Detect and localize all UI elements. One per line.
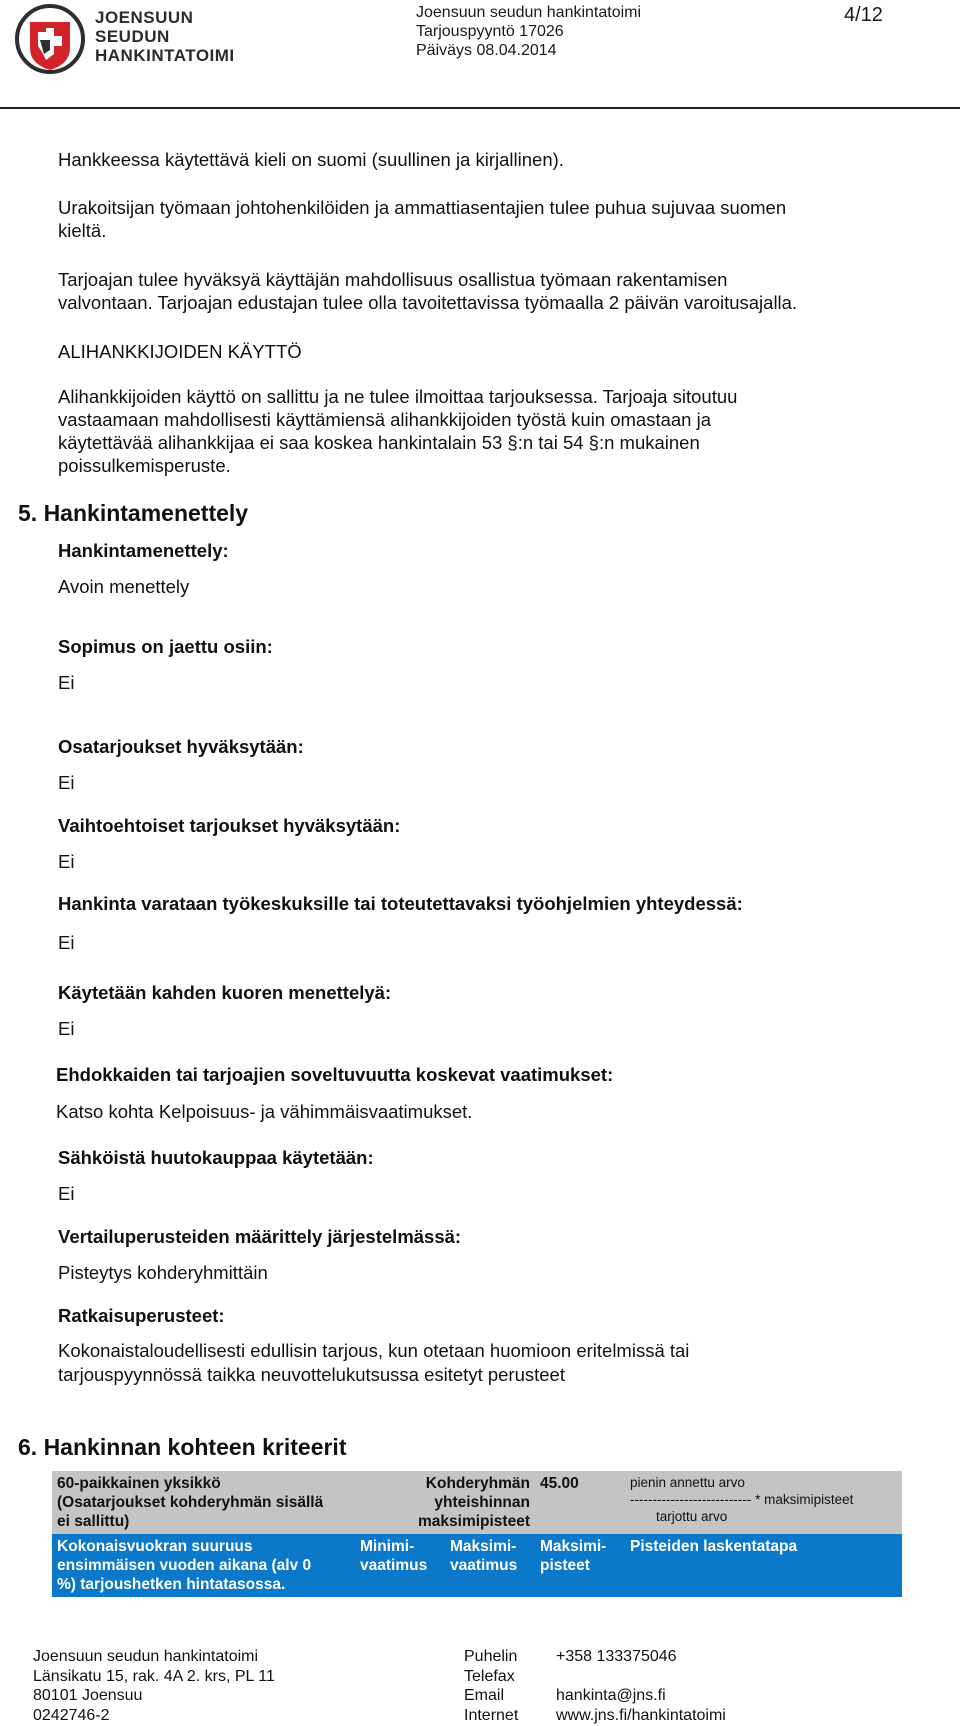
cell-line: pisteet (540, 1557, 590, 1574)
reserved-value: Ei (58, 932, 75, 953)
e-auction-label: Sähköistä huutokauppaa käytetään: (58, 1147, 374, 1168)
page-number: 4/12 (844, 4, 883, 26)
lots-value: Ei (58, 672, 75, 693)
logo-line-2: SEUDUN (95, 27, 170, 46)
paragraph-line: Alihankkijoiden käyttö on sallittu ja ne tulee ilmoittaa tarjouksessa. Tarjoaja sitoutuu (58, 386, 738, 407)
cell-line: yhteishinnan (434, 1494, 530, 1511)
paragraph-line: Tarjoajan tulee hyväksyä käyttäjän mahdollisuus osallistua työmaan rakentamisen (58, 269, 728, 290)
fax-label: Telefax (464, 1667, 515, 1685)
paragraph-line: vastaamaan mahdollisesti käyttämiensä alihankkijoiden työstä kuin omastaan ja (58, 409, 711, 430)
cell-line: Kokonaisvuokran suuruus (57, 1538, 253, 1555)
phone-label: Puhelin (464, 1648, 518, 1665)
procedure-label: Hankintamenettely: (58, 540, 229, 561)
email-link[interactable]: hankinta@jns.fi (556, 1687, 666, 1704)
contractor-language-paragraph (58, 196, 786, 242)
cell-line: Minimi- (360, 1538, 415, 1555)
max-requirement-cell (445, 1534, 535, 1597)
variants-label: Vaihtoehtoiset tarjoukset hyväksytään: (58, 815, 401, 836)
cell-line: ei sallittu) (57, 1513, 130, 1530)
reserved-label: Hankinta varataan työkeskuksille tai toteutettavaksi työohjelmien yhteydessä: (58, 893, 743, 914)
subcontractors-paragraph (58, 385, 737, 477)
criteria-group-row (52, 1471, 902, 1534)
cell-line: maksimipisteet (418, 1513, 530, 1530)
value-line: Kokonaistaloudellisesti edullisin tarjous, kun otetaan huomioon eritelmissä tai (58, 1340, 690, 1361)
formula-cell (625, 1471, 902, 1534)
cell-line: 60-paikkainen yksikkö (57, 1475, 221, 1492)
calculation-method-cell: Pisteiden laskentatapa (625, 1534, 902, 1597)
e-auction-value: Ei (58, 1183, 75, 1204)
comparison-value: Pisteytys kohderyhmittäin (58, 1262, 268, 1283)
suitability-value: Katso kohta Kelpoisuus- ja vähimmäisvaatimukset. (56, 1101, 473, 1122)
cell-line: Maksimi- (450, 1538, 517, 1555)
group-points-label-cell (355, 1471, 535, 1534)
footer-street: Länsikatu 15, rak. 4A 2. krs, PL 11 (33, 1667, 275, 1685)
two-envelope-label: Käytetään kahden kuoren menettelyä: (58, 982, 392, 1003)
subcontractors-heading: ALIHANKKIJOIDEN KÄYTTÖ (58, 341, 302, 362)
cell-line: vaatimus (450, 1557, 518, 1574)
footer-org: Joensuun seudun hankintatoimi (33, 1648, 259, 1665)
criteria-item-row (52, 1534, 902, 1597)
document-header (416, 3, 641, 60)
comparison-label: Vertailuperusteiden määrittely järjestelmässä: (58, 1226, 462, 1247)
award-criteria-label: Ratkaisuperusteet: (58, 1305, 225, 1326)
cell-line: (Osatarjoukset kohderyhmän sisällä (57, 1494, 324, 1511)
award-criteria-value (58, 1339, 689, 1387)
logo-wordmark (95, 8, 235, 65)
footer-business-id: 0242746-2 (33, 1706, 110, 1724)
fax-value (556, 1667, 726, 1687)
logo-line-3: HANKINTATOIMI (95, 46, 235, 65)
footer-postal: 80101 Joensuu (33, 1687, 143, 1704)
header-tender: Tarjouspyyntö 17026 (416, 23, 564, 40)
footer-contact-values (556, 1647, 726, 1725)
web-link[interactable]: www.jns.fi/hankintatoimi (556, 1706, 726, 1724)
group-name-cell (52, 1471, 355, 1534)
procedure-value: Avoin menettely (58, 576, 190, 597)
partial-offers-label: Osatarjoukset hyväksytään: (58, 736, 304, 757)
paragraph-line: käytettävää alihankkijaa ei saa koskea hankintalain 53 §:n tai 54 §:n mukainen (58, 432, 700, 453)
min-requirement-cell (355, 1534, 445, 1597)
lots-label: Sopimus on jaettu osiin: (58, 636, 273, 657)
header-org: Joensuun seudun hankintatoimi (416, 4, 642, 21)
section-6-title: 6. Hankinnan kohteen kriteerit (18, 1434, 347, 1460)
email-label: Email (464, 1687, 505, 1704)
cell-line: %) tarjoushetken hintatasossa. (57, 1576, 286, 1593)
formula-divider: --------------------------- * maksimipisteet (630, 1492, 854, 1507)
shield-logo-icon (12, 2, 98, 74)
cell-line: vaatimus (360, 1557, 428, 1574)
header-divider (0, 107, 960, 109)
criterion-name-cell (52, 1534, 355, 1597)
paragraph-line: kieltä. (58, 220, 107, 241)
header-date: Päiväys 08.04.2014 (416, 42, 557, 59)
paragraph-line: Urakoitsijan työmaan johtohenkilöiden ja ammattiasentajien tulee puhua sujuvaa suomen (58, 197, 787, 218)
section-5-title: 5. Hankintamenettely (18, 500, 249, 526)
language-paragraph: Hankkeessa käytettävä kieli on suomi (suullinen ja kirjallinen). (58, 149, 564, 170)
two-envelope-value: Ei (58, 1018, 75, 1039)
value-line: tarjouspyynnössä taikka neuvottelukutsussa esitetyt perusteet (58, 1364, 565, 1385)
footer-contact-labels (464, 1647, 518, 1725)
supervision-paragraph (58, 268, 797, 314)
group-points-value-cell: 45.00 (535, 1471, 625, 1534)
max-points-cell (535, 1534, 625, 1597)
paragraph-line: poissulkemisperuste. (58, 455, 231, 476)
suitability-label: Ehdokkaiden tai tarjoajien soveltuvuutta koskevat vaatimukset: (56, 1064, 614, 1085)
variants-value: Ei (58, 851, 75, 872)
cell-line: Maksimi- (540, 1538, 607, 1555)
formula-numerator: pienin annettu arvo (630, 1475, 745, 1490)
paragraph-line: valvontaan. Tarjoajan edustajan tulee olla tavoitettavissa työmaalla 2 päivän varoitusajalla. (58, 292, 798, 313)
phone-value: +358 133375046 (556, 1648, 677, 1665)
web-label: Internet (464, 1706, 519, 1724)
cell-line: ensimmäisen vuoden aikana (alv 0 (57, 1557, 312, 1574)
criteria-table (52, 1471, 902, 1597)
cell-line: Kohderyhmän (425, 1475, 530, 1492)
footer-address (33, 1647, 275, 1725)
partial-offers-value: Ei (58, 772, 75, 793)
logo-line-1: JOENSUUN (95, 8, 194, 27)
formula-denominator: tarjottu arvo (656, 1509, 728, 1524)
